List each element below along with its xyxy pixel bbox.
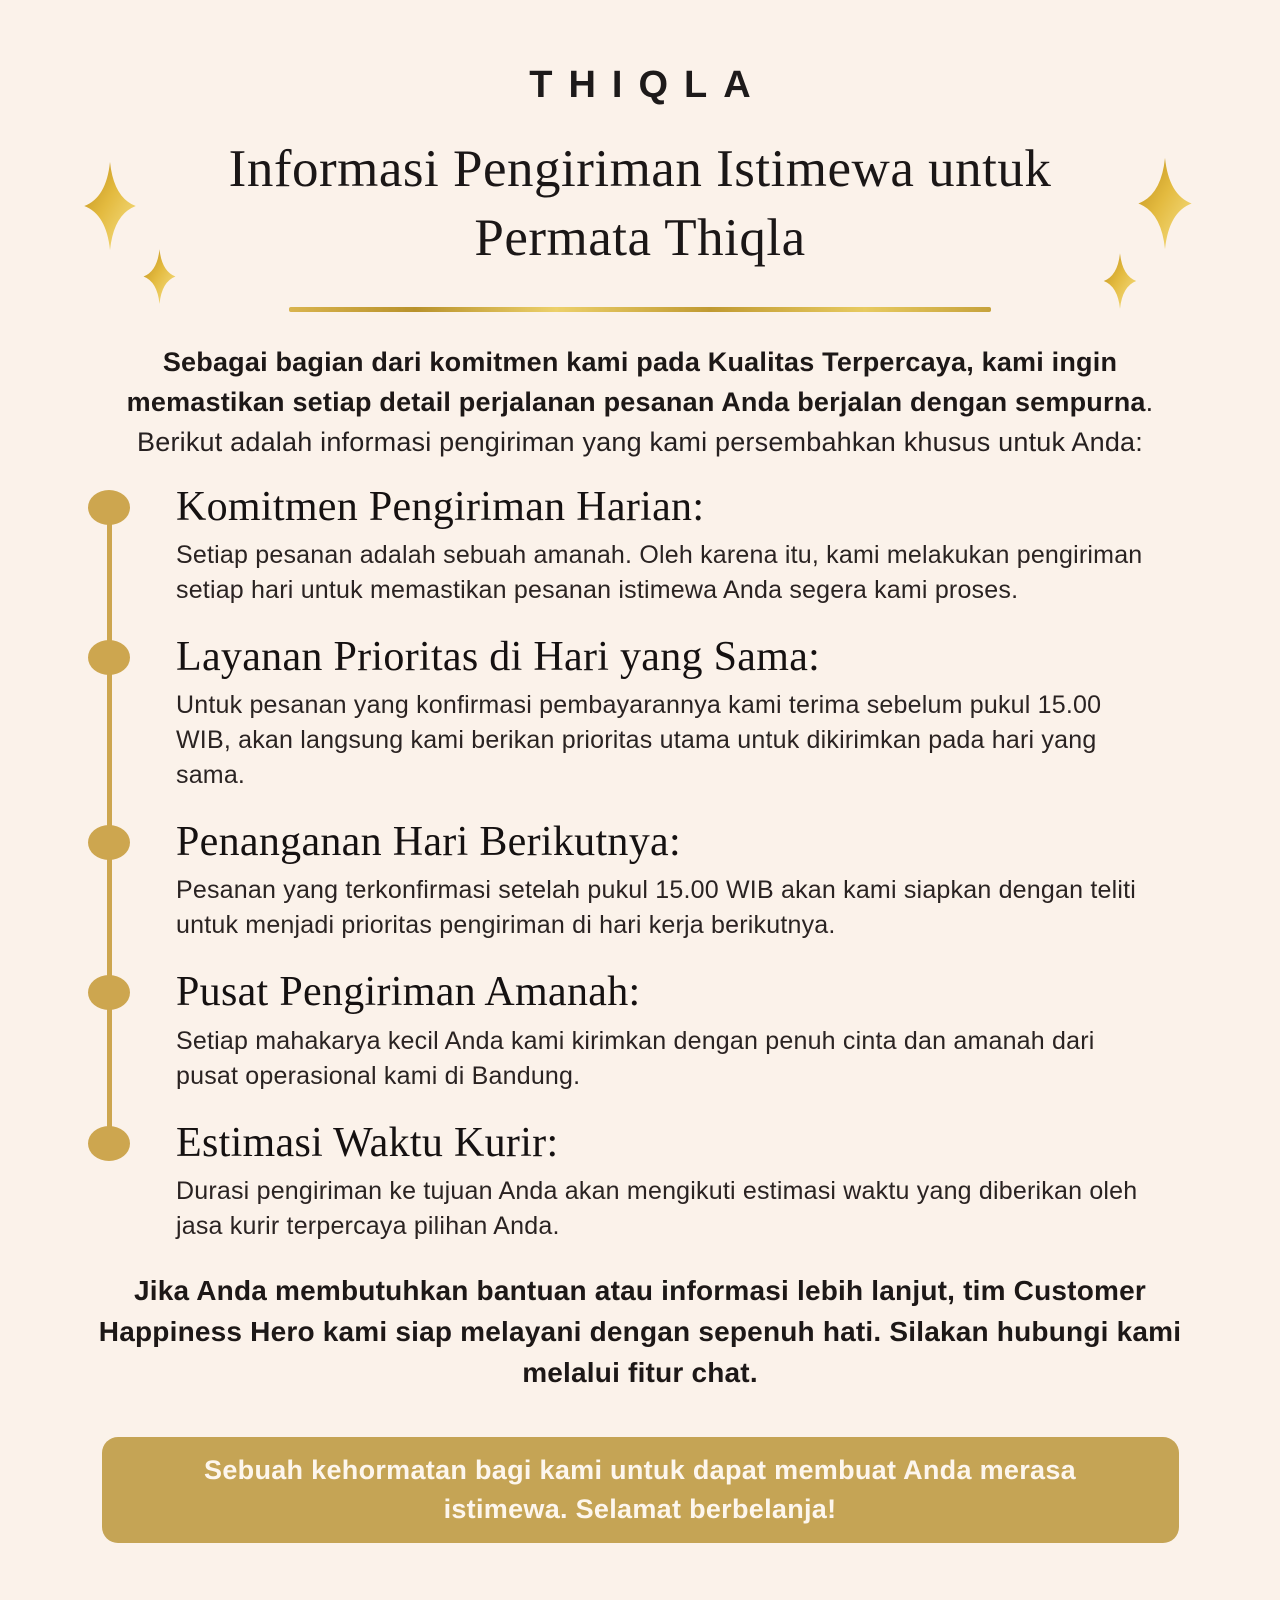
sparkle-icon xyxy=(142,248,177,305)
timeline-item-next-day-handling xyxy=(88,819,1163,943)
intro-bold-text: Sebagai bagian dari komitmen kami pada Kualitas Terpercaya, kami ingin memastikan setiap detail perjalanan pesanan Anda berjalan dengan sempurna xyxy=(126,346,1146,417)
page-title-line1: Informasi Pengiriman Istimewa untuk xyxy=(228,140,1052,198)
footer-banner-text: Sebuah kehormatan bagi kami untuk dapat membuat Anda merasa istimewa. Selamat berbelanja! xyxy=(204,1454,1076,1524)
timeline-item-shipping-center xyxy=(88,969,1163,1093)
intro-regular-text: . Berikut adalah informasi pengiriman yang kami persembahkan khusus untuk Anda: xyxy=(137,386,1154,457)
section-heading: Layanan Prioritas di Hari yang Sama: xyxy=(176,633,821,680)
timeline-rail xyxy=(88,969,130,1093)
timeline-rail xyxy=(88,484,130,608)
section-body: Setiap pesanan adalah sebuah amanah. Oleh karena itu, kami melakukan pengiriman setiap hari untuk memastikan pesanan istimewa Anda segera kami proses. xyxy=(176,540,1143,604)
page-title xyxy=(0,135,1280,273)
section-heading: Pusat Pengiriman Amanah: xyxy=(176,969,641,1016)
section-body: Durasi pengiriman ke tujuan Anda akan mengikuti estimasi waktu yang diberikan oleh jasa kurir terpercaya pilihan Anda. xyxy=(176,1176,1138,1240)
timeline-bullet-icon xyxy=(88,975,130,1010)
shipping-info-timeline xyxy=(88,484,1163,1244)
sparkle-icon xyxy=(1102,252,1138,310)
footer-banner xyxy=(102,1437,1179,1543)
sparkle-icon xyxy=(1136,156,1194,251)
timeline-bullet-icon xyxy=(88,640,130,675)
section-body: Untuk pesanan yang konfirmasi pembayarannya kami terima sebelum pukul 15.00 WIB, akan langsung kami berikan prioritas utama untuk dikirimkan pada hari yang sama. xyxy=(176,691,1102,790)
timeline-item-courier-estimate xyxy=(88,1120,1163,1244)
gold-divider xyxy=(289,307,991,312)
section-heading: Komitmen Pengiriman Harian: xyxy=(176,483,705,530)
timeline-item-same-day-priority xyxy=(88,634,1163,793)
intro-paragraph xyxy=(98,342,1183,462)
closing-paragraph: Jika Anda membutuhkan bantuan atau informasi lebih lanjut, tim Customer Happiness Hero kami siap melayani dengan sepenuh hati. Silakan hubungi kami melalui fitur chat. xyxy=(98,1274,1182,1388)
timeline-rail xyxy=(88,634,130,793)
section-heading: Estimasi Waktu Kurir: xyxy=(176,1119,559,1166)
brand-logo: THIQLA xyxy=(529,64,767,106)
timeline-bullet-icon xyxy=(88,1126,130,1161)
section-body: Setiap mahakarya kecil Anda kami kirimkan dengan penuh cinta dan amanah dari pusat operasional kami di Bandung. xyxy=(176,1026,1095,1090)
timeline-bullet-icon xyxy=(88,490,130,525)
timeline-rail xyxy=(88,1120,130,1244)
page-title-line2: Permata Thiqla xyxy=(474,208,806,267)
section-body: Pesanan yang terkonfirmasi setelah pukul 15.00 WIB akan kami siapkan dengan teliti untuk menjadi prioritas pengiriman di hari kerja berikutnya. xyxy=(176,876,1137,940)
timeline-bullet-icon xyxy=(88,825,130,860)
timeline-rail xyxy=(88,819,130,943)
section-heading: Penanganan Hari Berikutnya: xyxy=(176,819,681,866)
sparkle-icon xyxy=(82,160,138,252)
timeline-item-daily-shipping xyxy=(88,484,1163,608)
